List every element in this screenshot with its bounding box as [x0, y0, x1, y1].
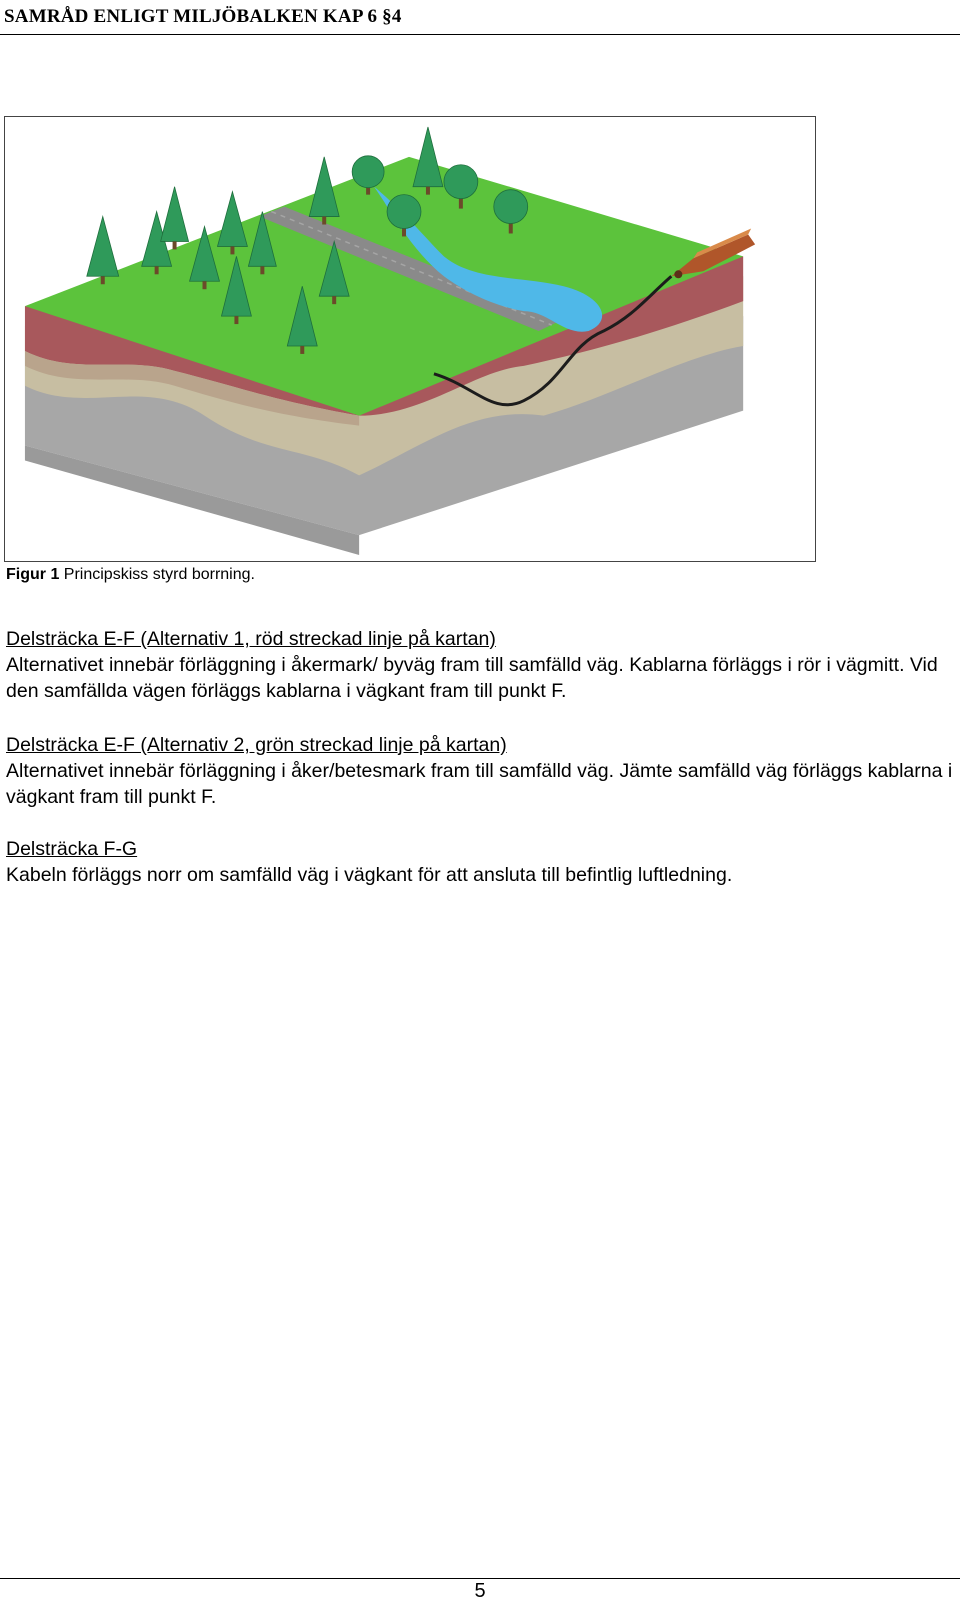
- footer-divider: [0, 1578, 960, 1579]
- directional-drilling-sketch: [5, 117, 815, 561]
- section-body: Alternativet innebär förläggning i åkermark/ byväg fram till samfälld väg. Kablarna förläggs i rör i vägmitt. Vid den samfällda vägen förläggs kablarna i vägkant fram till punkt F.: [6, 654, 938, 702]
- figure-caption-text: Principskiss styrd borrning.: [63, 566, 255, 583]
- figure-caption-label: Figur 1: [6, 566, 60, 583]
- document-title: SAMRÅD ENLIGT MILJÖBALKEN KAP 6 §4: [4, 6, 402, 27]
- section-f-g: [6, 836, 956, 888]
- section-heading: Delsträcka E-F (Alternativ 2, grön streckad linje på kartan): [6, 734, 507, 756]
- section-body: Kabeln förläggs norr om samfälld väg i vägkant för att ansluta till befintlig luftledning.: [6, 864, 733, 886]
- figure-borehole-illustration: [4, 116, 816, 562]
- section-body: Alternativet innebär förläggning i åker/betesmark fram till samfälld väg. Jämte samfälld väg förläggs kablarna i vägkant fram till punkt F.: [6, 760, 953, 808]
- page-header: [0, 0, 960, 35]
- page-number: 5: [474, 1580, 486, 1602]
- section-alt-1: [6, 626, 956, 704]
- section-alt-2: [6, 732, 956, 810]
- section-heading: Delsträcka F-G: [6, 838, 138, 860]
- figure-caption: [6, 566, 255, 584]
- section-heading: Delsträcka E-F (Alternativ 1, röd streckad linje på kartan): [6, 628, 496, 650]
